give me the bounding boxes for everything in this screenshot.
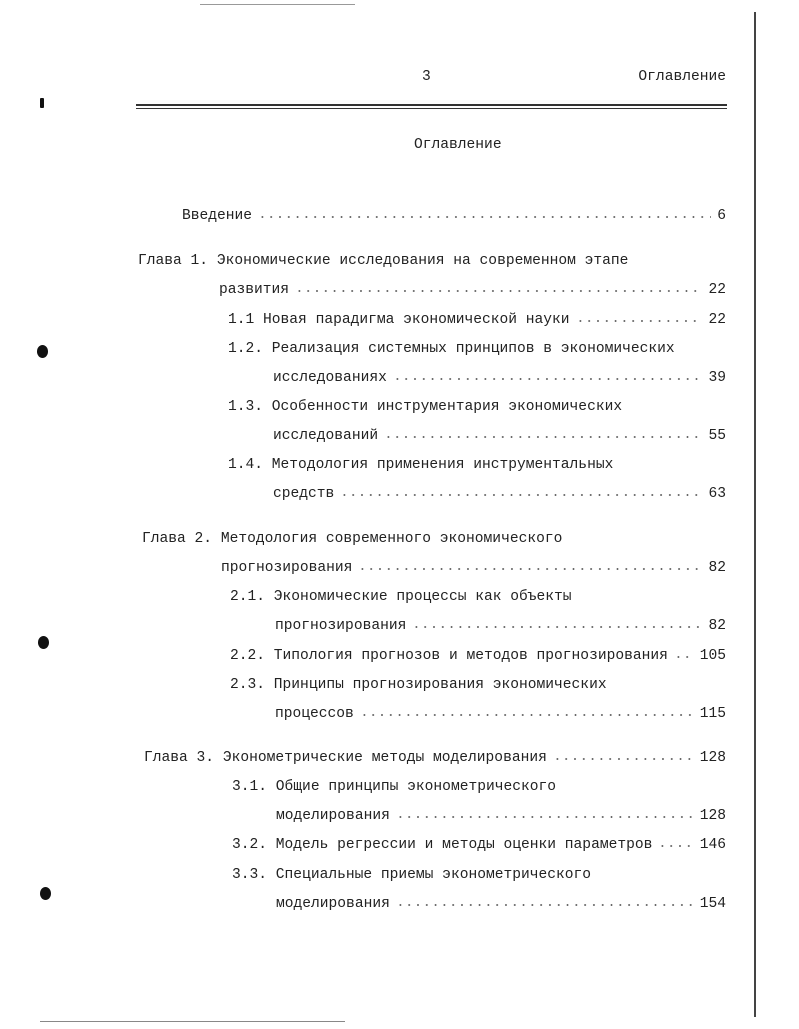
toc-entry: [219, 281, 726, 299]
dot-leader: [412, 625, 702, 629]
dot-leader: [393, 377, 703, 381]
dot-leader: [258, 215, 711, 219]
dot-leader: [295, 289, 702, 293]
dot-leader: [360, 713, 694, 717]
toc-entry-label: 2.2. Типология прогнозов и методов прогнозирования: [230, 648, 668, 664]
toc-entry: [275, 705, 726, 723]
dot-leader: [384, 435, 702, 439]
toc-entry-label: исследованиях: [273, 370, 387, 386]
toc-entry-label: Введение: [182, 208, 253, 224]
toc-entry-label: Глава 1. Экономические исследования на современном этапе: [138, 253, 629, 269]
toc-entry-page: 105: [699, 648, 726, 664]
page-number: 3: [422, 69, 431, 85]
toc-entry: [144, 749, 726, 767]
toc-entry-page: 128: [699, 750, 726, 766]
punch-hole-mark: [40, 887, 51, 900]
toc-entry-label: 1.3. Особенности инструментария экономических: [228, 399, 623, 415]
toc-entry-page: 55: [708, 428, 726, 444]
punch-hole-mark: [38, 636, 49, 649]
toc-entry: [273, 427, 726, 445]
toc-entry-label: моделирования: [276, 896, 390, 912]
toc-entry-page: 82: [708, 560, 726, 576]
toc-entry-page: 115: [699, 706, 726, 722]
toc-entry: [273, 485, 726, 503]
toc-entry-label: Глава 2. Методология современного экономического: [142, 531, 563, 547]
punch-hole-mark: [40, 98, 44, 108]
toc-entry: [275, 617, 726, 635]
toc-entry-label: 2.1. Экономические процессы как объекты: [230, 589, 572, 605]
toc-entry-page: 63: [708, 486, 726, 502]
toc-entry-label: развития: [219, 282, 290, 298]
dot-leader: [396, 903, 694, 907]
toc-entry-label: 3.1. Общие принципы эконометрического: [232, 779, 557, 795]
header-rule-thin: [136, 108, 727, 109]
toc-entry-page: 128: [699, 808, 726, 824]
toc-entry-label: 1.4. Методология применения инструментальных: [228, 457, 614, 473]
toc-entry-page: 146: [699, 837, 726, 853]
toc-entry: [221, 559, 726, 577]
toc-entry-label: моделирования: [276, 808, 390, 824]
dot-leader: [553, 757, 694, 761]
toc-entry-label: средств: [273, 486, 335, 502]
toc-entry: [230, 647, 726, 665]
toc-entry: [276, 807, 726, 825]
toc-entry-label: 1.1 Новая парадигма экономической науки: [228, 312, 570, 328]
toc-entry-label: прогнозирования: [221, 560, 353, 576]
toc-entry-page: 39: [708, 370, 726, 386]
dot-leader: [396, 815, 694, 819]
dot-leader: [674, 655, 694, 659]
toc-entry-label: 3.3. Специальные приемы эконометрического: [232, 867, 592, 883]
toc-title: Оглавление: [414, 137, 502, 153]
toc-entry: [273, 369, 726, 387]
toc-entry-label: Глава 3. Эконометрические методы моделирования: [144, 750, 547, 766]
toc-entry-label: исследований: [273, 428, 379, 444]
toc-entry-label: 1.2. Реализация системных принципов в экономических: [228, 341, 675, 357]
toc-entry-page: 82: [708, 618, 726, 634]
toc-entry-label: прогнозирования: [275, 618, 407, 634]
dot-leader: [340, 493, 702, 497]
toc-entry-page: 22: [708, 282, 726, 298]
toc-entry-page: 6: [717, 208, 726, 224]
toc-entry-page: 22: [708, 312, 726, 328]
toc-entry-label: процессов: [275, 706, 354, 722]
toc-entry-label: 3.2. Модель регрессии и методы оценки параметров: [232, 837, 653, 853]
dot-leader: [358, 567, 702, 571]
scan-edge-bottom: [40, 1021, 345, 1022]
punch-hole-mark: [37, 345, 48, 358]
toc-entry: [182, 207, 726, 225]
toc-entry: [232, 836, 726, 854]
dot-leader: [576, 319, 703, 323]
scan-edge-top: [200, 4, 355, 5]
toc-entry: [276, 895, 726, 913]
toc-entry-label: 2.3. Принципы прогнозирования экономических: [230, 677, 607, 693]
scan-edge-right: [754, 12, 756, 1017]
header-rule-thick: [136, 104, 727, 106]
toc-entry: [228, 311, 726, 329]
running-title: Оглавление: [638, 69, 726, 85]
dot-leader: [658, 844, 693, 848]
toc-entry-page: 154: [699, 896, 726, 912]
